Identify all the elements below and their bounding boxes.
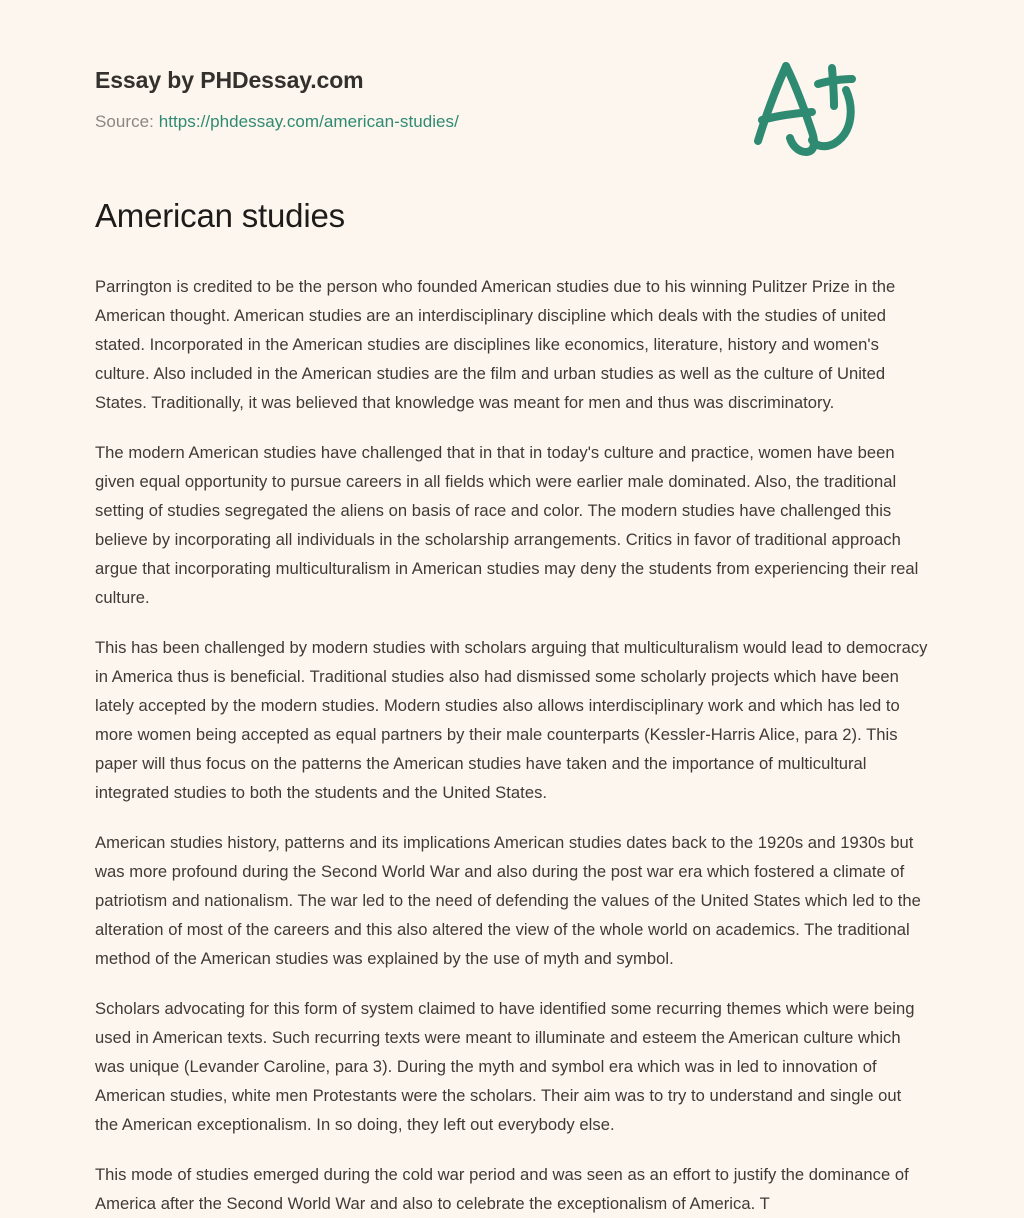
body-paragraph: This has been challenged by modern studies with scholars arguing that multiculturalism would lead to democracy in America thus is beneficial. Traditional studies also had dismissed some scholarly projects which have been lately accepted by the modern studies. Modern studies also allows interdisciplinary work and which has led to more women being accepted as equal partners by their male counterparts (Kessler-Harris Alice, para 2). This paper will thus focus on the patterns the American studies have taken and the importance of multicultural integrated studies to both the students and the United States. [95, 638, 928, 803]
body-paragraph: American studies history, patterns and its implications American studies dates back to the 1920s and 1930s but was more profound during the Second World War and also during the post war era which fostered a climate of patriotism and nationalism. The war led to the need of defending the values of the United States which led to the alteration of most of the careers and this also altered the view of the whole world on academics. The traditional method of the American studies was explained by the use of myth and symbol. [95, 833, 921, 969]
body-paragraph: The modern American studies have challenged that in that in today's culture and practice, women have been given equal opportunity to pursue careers in all fields which were earlier male dominated. Also, the traditional setting of studies segregated the aliens on basis of race and color. The modern studies have challenged this believe by incorporating all individuals in the scholarship arrangements. Critics in favor of traditional approach argue that incorporating multiculturalism in American studies may deny the students from experiencing their real culture. [95, 443, 919, 608]
brand-title: Essay by PHDessay.com [95, 67, 364, 93]
a-plus-logo-svg [734, 46, 864, 166]
source-url-link[interactable]: https://phdessay.com/american-studies/ [158, 111, 459, 131]
a-plus-logo-icon [734, 46, 864, 166]
body-paragraph: Parrington is credited to be the person who founded American studies due to his winning Pulitzer Prize in the American thought. American studies are an interdisciplinary discipline which deals with the studies of united stated. Incorporated in the American studies are disciplines like economics, literature, history and women's culture. Also included in the American studies are the film and urban studies as well as the culture of United States. Traditionally, it was believed that knowledge was meant for men and thus was discriminatory. [95, 277, 896, 413]
document-body [95, 235, 929, 1218]
body-paragraph: Scholars advocating for this form of system claimed to have identified some recurring themes which were being used in American texts. Such recurring texts were meant to illuminate and esteem the American culture which was unique (Levander Caroline, para 3). During the myth and symbol era which was in led to innovation of American studies, white men Protestants were the scholars. Their aim was to try to understand and single out the American exceptionalism. In so doing, they left out everybody else. [95, 999, 915, 1135]
page-title: American studies [95, 196, 345, 234]
document-header [95, 0, 929, 133]
source-label: Source: [95, 111, 154, 131]
body-paragraph: This mode of studies emerged during the cold war period and was seen as an effort to justify the dominance of America after the Second World War and also to celebrate the exceptionalism of America. T [95, 1165, 909, 1214]
